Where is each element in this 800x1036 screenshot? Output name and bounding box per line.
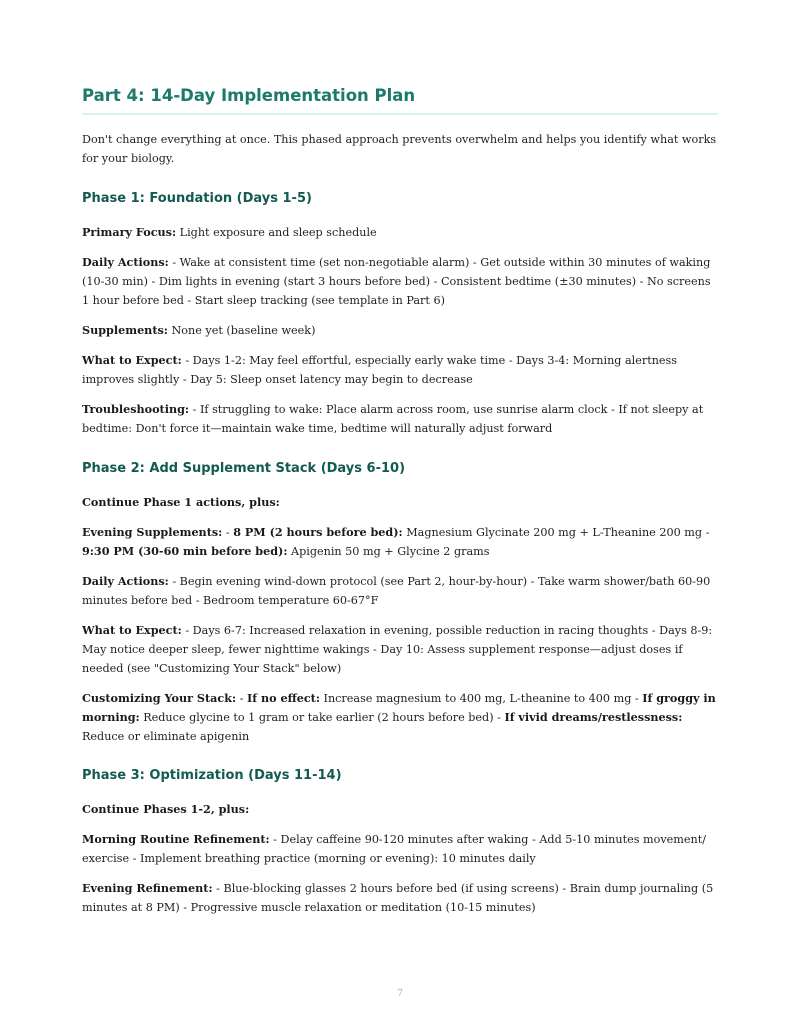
morning-refinement-label: Morning Routine Refinement: <box>82 832 270 846</box>
evening-refinement-label: Evening Refinement: <box>82 881 213 895</box>
page-number: 7 <box>397 989 403 999</box>
phase3-heading: Phase 3: Optimization (Days 11-14) <box>82 768 342 783</box>
phase3-continue-label: Continue Phases 1-2, plus: <box>82 802 250 816</box>
daily-actions-text: - Begin evening wind-down protocol (see Part 2, hour-by-hour) - Take warm shower/bath 60-90 minutes before bed - Bedroom temperature 60-67°F <box>82 575 711 607</box>
evening-supplements-label: Evening Supplements: <box>82 525 223 539</box>
customizing-case1: If no effect: <box>247 691 320 705</box>
phase1-heading: Phase 1: Foundation (Days 1-5) <box>82 191 312 206</box>
evening-refinement-text: - Blue-blocking glasses 2 hours before bed (if using screens) - Brain dump journaling (5 minutes at 8 PM) - Progressive muscle relaxation or meditation (10-15 minutes) <box>82 882 714 914</box>
daily-actions-label: Daily Actions: <box>82 574 169 588</box>
daily-actions-label: Daily Actions: <box>82 255 169 269</box>
intro-paragraph: Don't change everything at once. This phased approach prevents overwhelm and helps you identify what works for your biology. <box>82 133 717 165</box>
phase1-supplements <box>82 321 718 340</box>
phase3-evening-refinement <box>82 879 718 917</box>
customizing-text3: Reduce or eliminate apigenin <box>82 730 250 743</box>
phase2-heading: Phase 2: Add Supplement Stack (Days 6-10) <box>82 461 406 476</box>
customizing-sep: - <box>236 692 248 705</box>
phase1-what-to-expect <box>82 351 718 389</box>
troubleshooting-text: - If struggling to wake: Place alarm across room, use sunrise alarm clock - If not sleepy at bedtime: Don't force it—maintain wake time, bedtime will naturally adjust forward <box>82 403 704 435</box>
evening-supplements-text2: Apigenin 50 mg + Glycine 2 grams <box>287 545 490 558</box>
phase2-customizing <box>82 689 718 746</box>
customizing-case3: If vivid dreams/restlessness: <box>504 710 683 724</box>
what-to-expect-label: What to Expect: <box>82 623 182 637</box>
supplements-text: None yet (baseline week) <box>167 324 316 337</box>
supplements-label: Supplements: <box>82 323 168 337</box>
what-to-expect-text: - Days 6-7: Increased relaxation in evening, possible reduction in racing thoughts - Days 8-9: May notice deeper sleep, fewer nighttime wakings - Day 10: Assess supplement response—adjust doses if needed (see "Customizing Your Stack" below) <box>82 624 713 675</box>
what-to-expect-text: - Days 1-2: May feel effortful, especially early wake time - Days 3-4: Morning alertness improves slightly - Day 5: Sleep onset latency may begin to decrease <box>82 354 678 386</box>
phase3-continue <box>82 800 718 819</box>
phase1-primary-focus <box>82 223 718 242</box>
daily-actions-text: - Wake at consistent time (set non-negotiable alarm) - Get outside within 30 minutes of waking (10-30 min) - Dim lights in evening (start 3 hours before bed) - Consistent bedtime (±30 minutes) - No screens 1 hour before bed - Start sleep tracking (see template in Part 6) <box>82 256 711 307</box>
morning-refinement-text: - Delay caffeine 90-120 minutes after waking - Add 5-10 minutes movement/ exercise - Implement breathing practice (morning or evening): 10 minutes daily <box>82 833 706 865</box>
primary-focus-label: Primary Focus: <box>82 225 177 239</box>
evening-supplements-time1: 8 PM (2 hours before bed): <box>233 525 403 539</box>
phase2-continue-label: Continue Phase 1 actions, plus: <box>82 495 280 509</box>
phase2-evening-supplements <box>82 523 718 561</box>
phase2-daily-actions <box>82 572 718 610</box>
evening-supplements-text1: Magnesium Glycinate 200 mg + L-Theanine 200 mg - <box>402 526 710 539</box>
phase3-morning-refinement <box>82 830 718 868</box>
page-content <box>82 85 718 917</box>
phase1-troubleshooting <box>82 400 718 438</box>
evening-supplements-time2: 9:30 PM (30-60 min before bed): <box>82 544 288 558</box>
customizing-label: Customizing Your Stack: <box>82 691 237 705</box>
primary-focus-text: Light exposure and sleep schedule <box>176 226 377 239</box>
troubleshooting-label: Troubleshooting: <box>82 402 190 416</box>
what-to-expect-label: What to Expect: <box>82 353 182 367</box>
phase2-what-to-expect <box>82 621 718 678</box>
phase2-continue <box>82 493 718 512</box>
evening-supplements-sep: - <box>222 526 234 539</box>
customizing-text2: Reduce glycine to 1 gram or take earlier (2 hours before bed) - <box>139 711 505 724</box>
page-title: Part 4: 14-Day Implementation Plan <box>82 85 718 115</box>
customizing-text1: Increase magnesium to 400 mg, L-theanine to 400 mg - <box>319 692 643 705</box>
phase1-daily-actions <box>82 253 718 310</box>
customizing-case2: If groggy in morning: <box>82 691 716 724</box>
